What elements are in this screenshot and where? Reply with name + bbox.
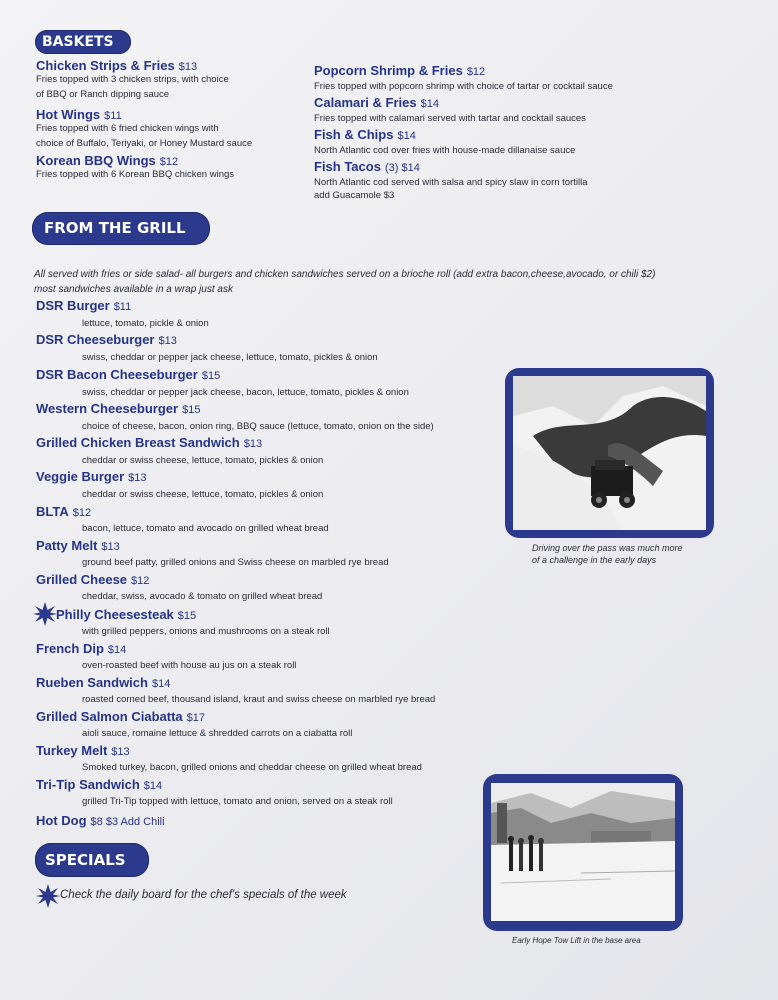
item-description: cheddar or swiss cheese, lettuce, tomato, pickles & onion [82,455,324,466]
item-description: Fries topped with 6 fried chicken wings with [36,123,219,134]
grill-note: most sandwiches available in a wrap just ask [34,284,233,295]
menu-item [36,152,178,170]
item-price: $11 [104,110,122,122]
section-title: FROM THE GRILL [44,219,186,237]
item-price: $12 [131,575,150,587]
item-price: $12 [159,156,179,168]
item-price: $15 [201,370,221,382]
section-header-baskets [35,30,131,54]
item-description: grilled Tri-Tip topped with lettuce, tomato and onion, served on a steak roll [82,796,393,807]
item-price: $8 $3 Add Chili [90,816,165,828]
item-description: oven-roasted beef with house au jus on a steak roll [82,660,297,671]
item-name: Popcorn Shrimp & Fries [314,63,463,78]
section-header-grill [32,212,210,245]
item-name: Turkey Melt [36,743,108,758]
item-description: cheddar, swiss, avocado & tomato on grilled wheat bread [82,591,323,602]
item-name: Western Cheeseburger [36,401,179,416]
item-name: DSR Bacon Cheeseburger [36,367,198,382]
item-description: cheddar or swiss cheese, lettuce, tomato, pickles & onion [82,489,324,500]
menu-item [36,106,122,124]
item-name: Philly Cheesesteak [56,607,174,622]
item-name: Tri-Tip Sandwich [36,777,140,792]
item-price: $14 [107,644,127,656]
menu-item [56,606,196,624]
item-price: $13 [243,438,263,450]
menu-item [36,366,220,384]
section-title: BASKETS [42,34,114,50]
menu-item [314,62,485,80]
item-price: $17 [186,712,206,724]
menu-item [36,742,130,760]
photo-caption: Driving over the pass was much more [532,543,683,553]
item-name: Patty Melt [36,538,98,553]
item-name: BLTA [36,504,69,519]
item-name: Grilled Chicken Breast Sandwich [36,435,240,450]
menu-item [36,708,205,726]
item-description: lettuce, tomato, pickle & onion [82,318,209,329]
menu-item [36,434,262,452]
item-price: $12 [466,66,486,78]
menu-item [36,537,120,555]
item-name: Veggie Burger [36,469,125,484]
photo-caption: of a challenge in the early days [532,555,657,565]
photo-tow-lift-image [491,783,675,921]
menu-item [36,503,91,521]
item-name: DSR Cheeseburger [36,332,155,347]
item-name: Chicken Strips & Fries [36,58,175,73]
item-name: Fish Tacos [314,159,381,174]
item-name: Grilled Cheese [36,572,128,587]
item-description: Fries topped with popcorn shrimp with choice of tartar or cocktail sauce [314,81,613,92]
section-title: SPECIALS [45,851,126,869]
item-name: Rueben Sandwich [36,675,148,690]
item-description: North Atlantic cod served with salsa and spicy slaw in corn tortilla [314,177,588,188]
item-name: DSR Burger [36,298,110,313]
menu-item [314,94,439,112]
item-name: Hot Dog [36,813,87,828]
menu-item [36,468,147,486]
item-price: $11 [113,301,132,313]
item-description: with grilled peppers, onions and mushrooms on a steak roll [82,626,330,637]
menu-item [36,331,177,349]
photo-frame [505,368,714,538]
menu-item [36,640,126,658]
menu-item [36,812,165,830]
item-description: choice of Buffalo, Teriyaki, or Honey Mustard sauce [36,138,253,149]
item-price: $14 [420,98,439,110]
item-description: roasted corned beef, thousand island, kraut and swiss cheese on marbled rye bread [82,694,436,705]
item-description: Fries topped with 6 Korean BBQ chicken wings [36,169,235,180]
item-name: Hot Wings [36,107,101,122]
item-name: Fish & Chips [314,127,394,142]
item-price: (3) $14 [384,162,420,174]
photo-car-on-pass [513,376,706,530]
menu-item [36,400,200,418]
item-description: aioli sauce, romaine lettuce & shredded carrots on a ciabatta roll [82,728,353,739]
menu-item [36,674,170,692]
photo-tow-lift [491,783,675,921]
item-description: Fries topped with calamari served with tartar and cocktail sauces [314,113,586,124]
item-name: Calamari & Fries [314,95,417,110]
starburst-icon [33,602,57,626]
item-name: Korean BBQ Wings [36,153,156,168]
menu-item [314,126,416,144]
menu-item [314,158,420,176]
menu-item [36,776,162,794]
photo-frame [483,774,683,931]
item-description: of BBQ or Ranch dipping sauce [36,89,170,100]
item-price: $13 [128,472,147,484]
photo-caption: Early Hope Tow Lift in the base area [512,936,641,945]
item-price: $14 [143,780,163,792]
item-price: $15 [182,404,201,416]
section-header-specials [35,843,149,877]
item-description: ground beef patty, grilled onions and Swiss cheese on marbled rye bread [82,557,389,568]
item-price: $12 [72,507,92,519]
item-price: $13 [178,61,198,73]
item-description: Fries topped with 3 chicken strips, with choice [36,74,229,85]
menu-item [36,571,149,589]
item-name: Grilled Salmon Ciabatta [36,709,183,724]
item-description: choice of cheese, bacon, onion ring, BBQ sauce (lettuce, tomato, onion on the side) [82,421,434,432]
item-description: Smoked turkey, bacon, grilled onions and cheddar cheese on grilled wheat bread [82,762,422,773]
grill-note: All served with fries or side salad- all burgers and chicken sandwiches served on a brioche roll (add extra bacon,cheese,avocado, or chili $2) [34,269,656,280]
item-description: swiss, cheddar or pepper jack cheese, lettuce, tomato, pickles & onion [82,352,378,363]
item-description: add Guacamole $3 [314,190,395,201]
item-name: French Dip [36,641,104,656]
menu-item [36,297,131,315]
item-price: $14 [151,678,171,690]
item-price: $13 [158,335,177,347]
menu-item [36,57,197,75]
item-price: $15 [177,610,197,622]
item-description: North Atlantic cod over fries with house-made dillanaise sauce [314,145,576,156]
item-description: swiss, cheddar or pepper jack cheese, bacon, lettuce, tomato, pickles & onion [82,387,409,398]
item-price: $13 [111,746,130,758]
starburst-icon [36,884,60,908]
photo-car-image [513,376,706,530]
item-description: bacon, lettuce, tomato and avocado on grilled wheat bread [82,523,329,534]
item-price: $14 [397,130,416,142]
specials-note: Check the daily board for the chef's specials of the week [60,889,347,901]
item-price: $13 [101,541,120,553]
